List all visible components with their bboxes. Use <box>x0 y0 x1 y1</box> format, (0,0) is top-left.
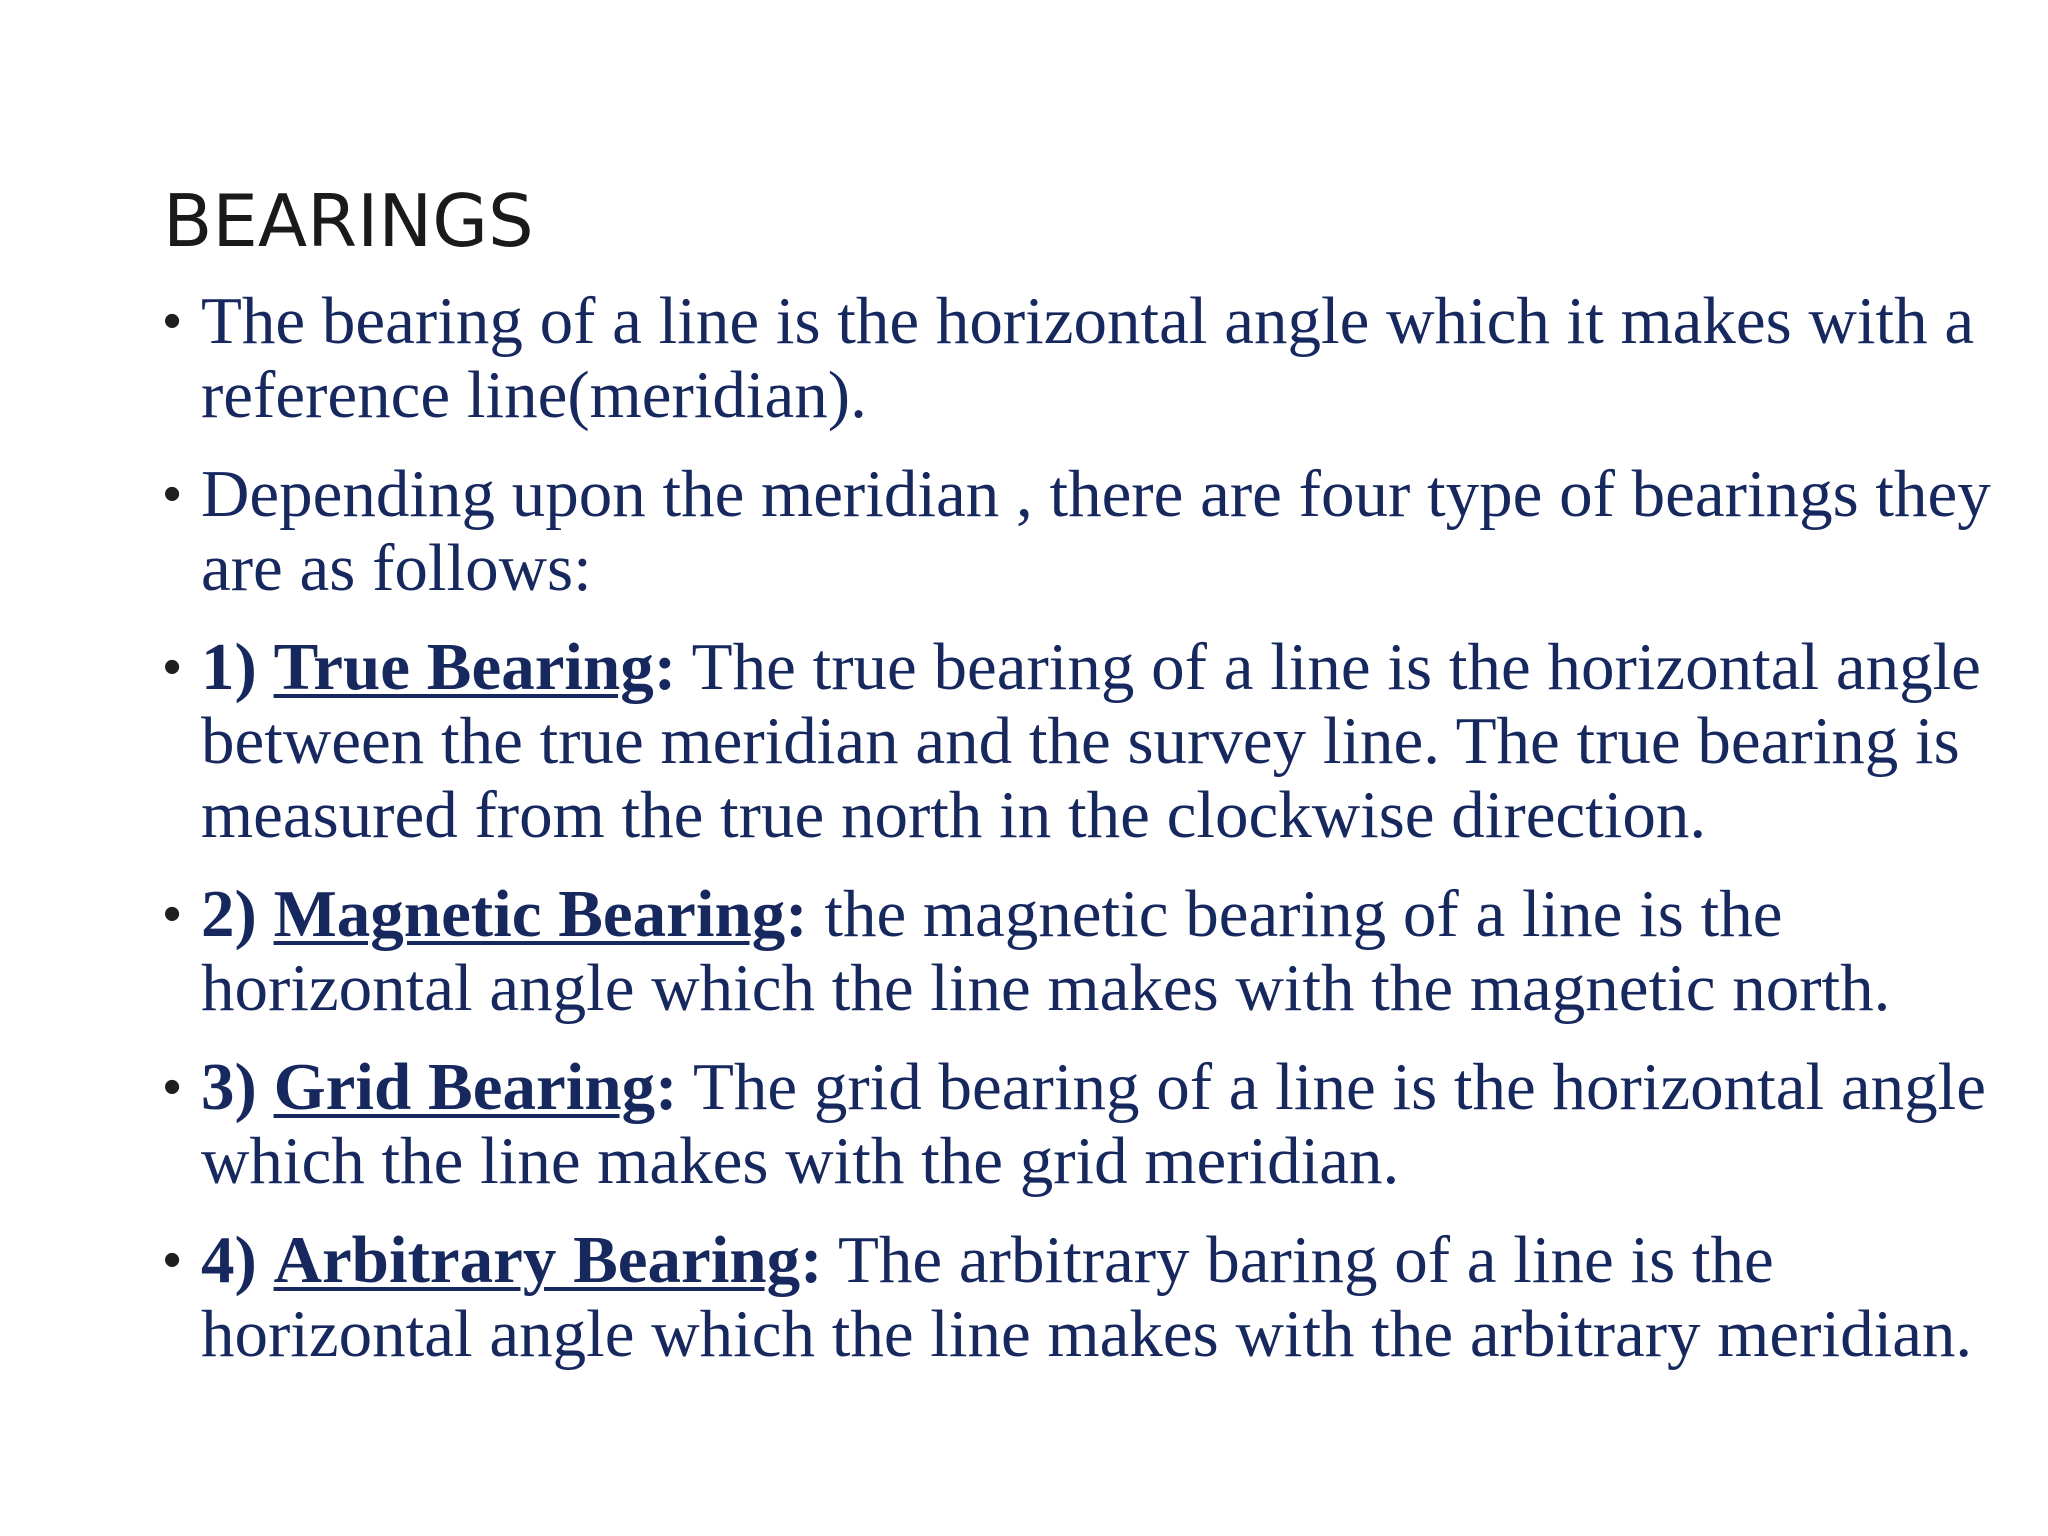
bullet-true-bearing <box>163 630 1993 852</box>
item-number: 2) <box>201 877 257 951</box>
bullet-text: the magnetic bearing of a line is the horizontal angle which the line makes with the magnetic north. <box>201 877 1891 1025</box>
bullet-definition <box>163 284 1993 432</box>
term-true-bearing: True Bearing <box>273 630 654 704</box>
bullet-grid-bearing <box>163 1050 1993 1198</box>
bullet-magnetic-bearing <box>163 877 1993 1025</box>
slide-title: BEARINGS <box>163 179 534 263</box>
item-number: 3) <box>201 1050 257 1124</box>
term-colon: : <box>800 1223 823 1297</box>
bullet-dot-icon: • <box>163 638 182 696</box>
bullet-text: The grid bearing of a line is the horizontal angle which the line makes with the grid meridian. <box>201 1050 1986 1198</box>
bullet-text: The bearing of a line is the horizontal angle which it makes with a reference line(meridian). <box>201 284 1975 432</box>
bullet-arbitrary-bearing <box>163 1223 1993 1371</box>
bullet-text: Depending upon the meridian , there are four type of bearings they are as follows: <box>201 457 1991 605</box>
bullet-dot-icon: • <box>163 1231 182 1289</box>
item-number: 4) <box>201 1223 257 1297</box>
bullet-list <box>163 284 1993 1396</box>
term-magnetic-bearing: Magnetic Bearing <box>273 877 786 951</box>
term-colon: : <box>785 877 808 951</box>
bullet-dot-icon: • <box>163 465 182 523</box>
term-colon: : <box>653 630 677 704</box>
term-grid-bearing: Grid Bearing <box>273 1050 656 1124</box>
term-arbitrary-bearing: Arbitrary Bearing <box>273 1223 801 1297</box>
bullet-text: The true bearing of a line is the horizontal angle between the true meridian and the survey line. The true bearing is measured from the true north in the clockwise direction. <box>201 630 1981 852</box>
bullet-text: The arbitrary baring of a line is the horizontal angle which the line makes with the arbitrary meridian. <box>201 1223 1973 1371</box>
term-colon: : <box>655 1050 678 1124</box>
bullet-types-intro <box>163 457 1993 605</box>
bullet-dot-icon: • <box>163 885 182 943</box>
bullet-dot-icon: • <box>163 292 182 350</box>
bullet-dot-icon: • <box>163 1058 182 1116</box>
item-number: 1) <box>201 630 257 704</box>
